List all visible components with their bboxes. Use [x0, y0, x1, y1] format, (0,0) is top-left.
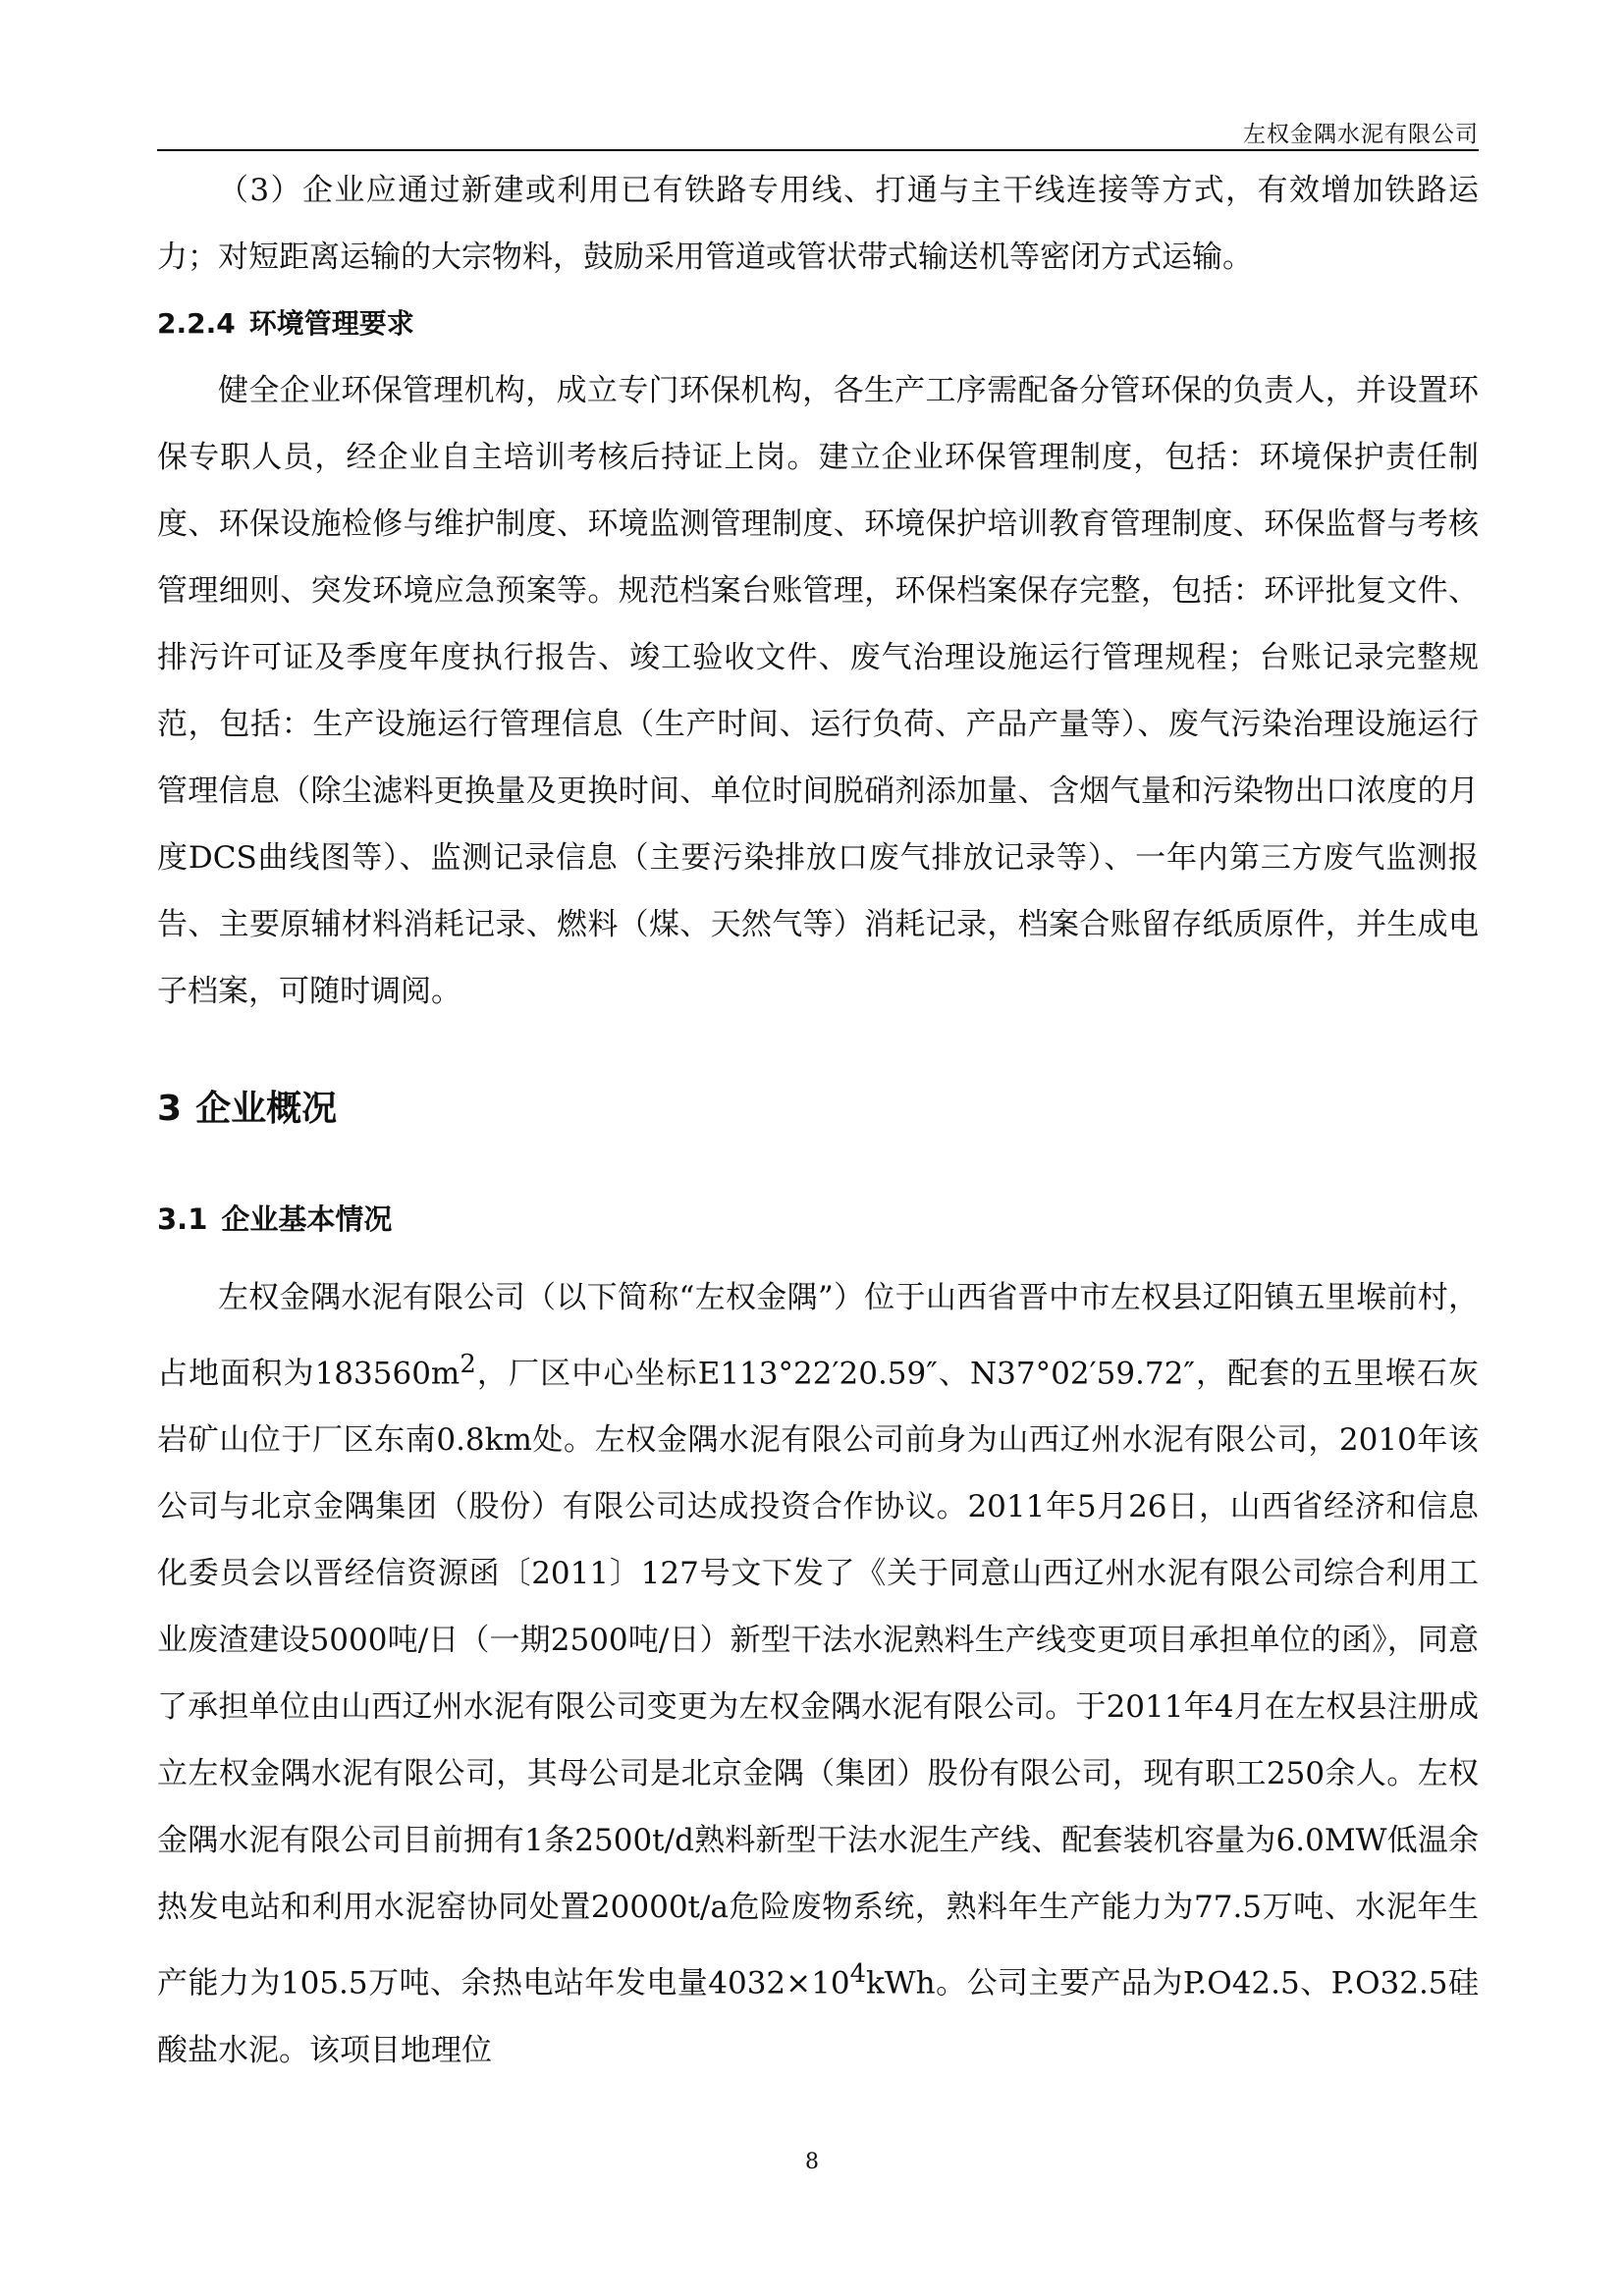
heading-number: 2.2.4 — [157, 307, 236, 340]
page-header-company: 左权金隅水泥有限公司 — [1243, 122, 1479, 147]
document-body — [157, 157, 1479, 2084]
heading-text: 环境管理要求 — [248, 307, 414, 340]
paragraph-text: kWh。公司主要产品为P.O42.5、P.O32.5硅酸盐水泥。该项目地理位 — [157, 1965, 1479, 2068]
paragraph-text: ，厂区中心坐标E113°22′20.59″、N37°02′59.72″，配套的五里堠石灰岩矿山位于厂区东南0.8km处。左权金隅水泥有限公司前身为山西辽州水泥有限公司，2010年该公司与北京金隅集团（股份）有限公司达成投资合作协议。2011年5月26日，山西省经济和信息化委员会以晋经信资源函〔2011〕127号文下发了《关于同意山西辽州水泥有限公司综合利用工业废渣建设5000吨/日（一期2500吨/日）新型干法水泥熟料生产线变更项目承担单位的函》，同意了承担单位由山西辽州水泥有限公司变更为左权金隅水泥有限公司。于2011年4月在左权县注册成立左权金隅水泥有限公司，其母公司是北京金隅（集团）股份有限公司，现有职工250余人。左权金隅水泥有限公司目前拥有1条2500t/d熟料新型干法水泥生产线、配套装机容量为6.0MW低温余热发电站和利用水泥窑协同处置20000t/a危险废物系统，熟料年生产能力为77.5万吨、水泥年生产能力为105.5万吨、余热电站年发电量4032×10 — [157, 1356, 1479, 2002]
paragraph-text: 左权金隅水泥有限公司（以下简称“左权金隅”）位于山西省晋中市左权县辽阳镇五里堠前村，占地面积为183560m — [157, 1280, 1479, 1392]
heading-text: 企业概况 — [195, 1089, 338, 1129]
heading-3 — [157, 1076, 1479, 1143]
superscript: 4 — [849, 1959, 867, 1990]
paragraph-environment-management: 健全企业环保管理机构，成立专门环保机构，各生产工序需配备分管环保的负责人，并设置环保专职人员，经企业自主培训考核后持证上岗。建立企业环保管理制度，包括：环境保护责任制度、环保设施检修与维护制度、环境监测管理制度、环境保护培训教育管理制度、环保监督与考核管理细则、突发环境应急预案等。规范档案台账管理，环保档案保存完整，包括：环评批复文件、排污许可证及季度年度执行报告、竣工验收文件、废气治理设施运行管理规程；台账记录完整规范，包括：生产设施运行管理信息（生产时间、运行负荷、产品产量等）、废气污染治理设施运行管理信息（除尘滤料更换量及更换时间、单位时间脱硝剂添加量、含烟气量和污染物出口浓度的月度DCS曲线图等）、监测记录信息（主要污染排放口废气排放记录等）、一年内第三方废气监测报告、主要原辅材料消耗记录、燃料（煤、天然气等）消耗记录，档案合账留存纸质原件，并生成电子档案，可随时调阅。 — [157, 373, 1479, 1009]
heading-3-1 — [157, 1186, 1479, 1253]
paragraph-company-basic-info — [157, 1264, 1479, 2084]
paragraph-railway-transport: （3）企业应通过新建或利用已有铁路专用线、打通与主干线连接等方式，有效增加铁路运力；对短距离运输的大宗物料，鼓励采用管道或管状带式输送机等密闭方式运输。 — [157, 173, 1479, 275]
header-divider — [157, 149, 1479, 151]
heading-number: 3 — [157, 1089, 183, 1129]
page-number: 8 — [805, 2150, 819, 2174]
heading-text: 企业基本情况 — [221, 1202, 393, 1236]
heading-2-2-4 — [157, 291, 1479, 357]
heading-number: 3.1 — [157, 1202, 208, 1236]
superscript: 2 — [460, 1350, 476, 1379]
